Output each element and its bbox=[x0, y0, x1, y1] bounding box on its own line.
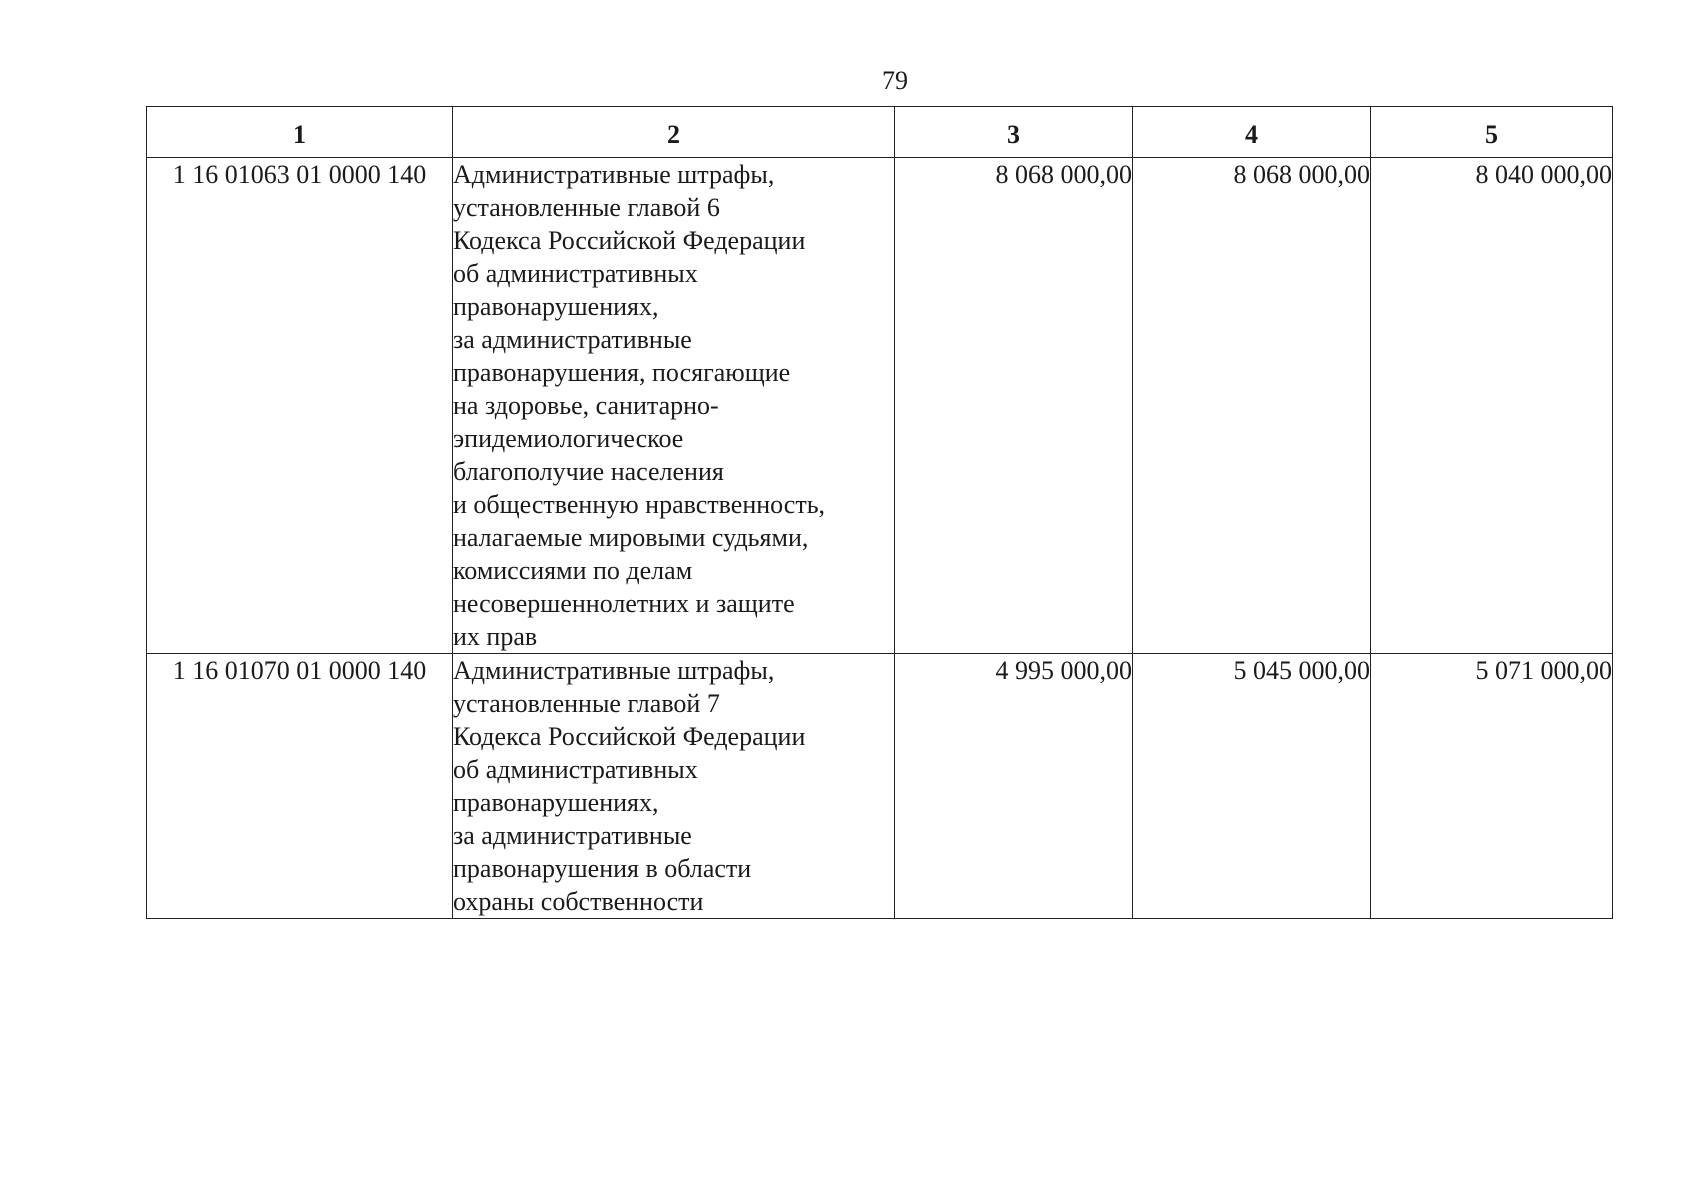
budget-code-cell: 1 16 01063 01 0000 140 bbox=[147, 158, 453, 654]
value-column-4-cell: 5 045 000,00 bbox=[1133, 654, 1371, 919]
value-column-3-cell: 4 995 000,00 bbox=[895, 654, 1133, 919]
column-header-3: 3 bbox=[895, 107, 1133, 158]
value-column-5-cell: 8 040 000,00 bbox=[1371, 158, 1613, 654]
value-column-5-cell: 5 071 000,00 bbox=[1371, 654, 1613, 919]
column-header-5: 5 bbox=[1371, 107, 1613, 158]
budget-code-cell: 1 16 01070 01 0000 140 bbox=[147, 654, 453, 919]
column-header-4: 4 bbox=[1133, 107, 1371, 158]
header-row bbox=[147, 107, 1613, 158]
page-number: 79 bbox=[882, 66, 908, 95]
budget-table bbox=[146, 106, 1613, 919]
table-row bbox=[147, 654, 1613, 919]
value-column-3-cell: 8 068 000,00 bbox=[895, 158, 1133, 654]
description-cell: Административные штрафы, установленные главой 7 Кодекса Российской Федерации об административных правонарушениях, за административные правонарушения в области охраны собственности bbox=[453, 654, 895, 919]
value-column-4-cell: 8 068 000,00 bbox=[1133, 158, 1371, 654]
column-header-2: 2 bbox=[453, 107, 895, 158]
column-header-1: 1 bbox=[147, 107, 453, 158]
description-cell: Административные штрафы, установленные главой 6 Кодекса Российской Федерации об административных правонарушениях, за административные правонарушения, посягающие на здоровье, санитарно- эпидемиологическое благополучие населения и общественную нравственность, налагаемые мировыми судьями, комиссиями по делам несовершеннолетних и защите их прав bbox=[453, 158, 895, 654]
table-row bbox=[147, 158, 1613, 654]
